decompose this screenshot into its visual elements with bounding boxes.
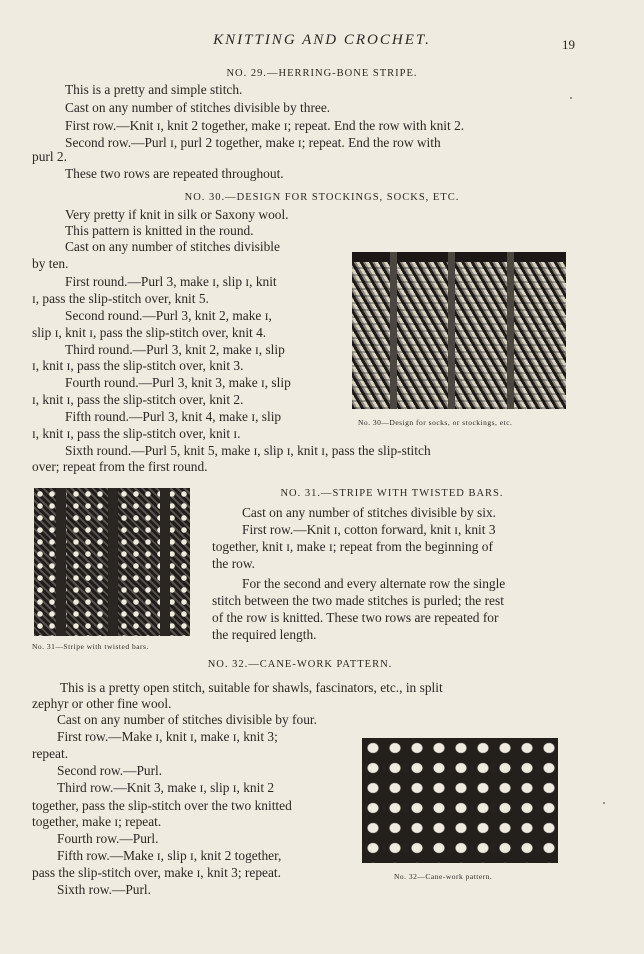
text-line: These two rows are repeated throughout.	[65, 166, 284, 181]
figure-caption-32: No. 32—Cane-work pattern.	[394, 872, 493, 881]
text-line: together, pass the slip-stitch over the two knitted	[32, 798, 292, 813]
paper-speck	[570, 97, 572, 99]
text-line: Cast on any number of stitches divisible by three.	[65, 100, 331, 115]
text-line: over; repeat from the first round.	[32, 459, 208, 474]
text-line: Sixth row.—Purl.	[57, 882, 151, 897]
knitting-illustration-32	[362, 738, 558, 863]
text-line: Second row.—Purl.	[57, 763, 163, 778]
text-line: First round.—Purl 3, make ɪ, slip ɪ, knit	[65, 274, 277, 289]
text-line: Second round.—Purl 3, knit 2, make ɪ,	[65, 308, 272, 323]
text-line: slip ɪ, knit ɪ, pass the slip-stitch over, knit 4.	[32, 325, 267, 340]
text-line: ɪ, knit ɪ, pass the slip-stitch over, knit 2.	[32, 392, 244, 407]
text-line: This is a pretty and simple stitch.	[65, 82, 243, 97]
text-line: zephyr or other fine wool.	[32, 696, 172, 711]
text-line: First row.—Knit ɪ, cotton forward, knit ɪ, knit 3	[242, 522, 496, 537]
section-heading-31: NO. 31.—STRIPE WITH TWISTED BARS.	[280, 488, 504, 499]
text-line: This pattern is knitted in the round.	[65, 223, 254, 238]
text-line: of the row is knitted. These two rows are repeated for	[212, 610, 499, 625]
figure-caption-30: No. 30—Design for socks, or stockings, etc.	[358, 418, 513, 427]
text-line: Very pretty if knit in silk or Saxony wool.	[65, 207, 289, 222]
text-line: by ten.	[32, 256, 69, 271]
text-line: Second row.—Purl ɪ, purl 2 together, make ɪ; repeat. End the row with	[65, 135, 441, 150]
text-line: Sixth round.—Purl 5, knit 5, make ɪ, slip ɪ, knit ɪ, pass the slip-stitch	[65, 443, 431, 458]
text-line: Third row.—Knit 3, make ɪ, slip ɪ, knit 2	[57, 780, 275, 795]
section-heading-30: NO. 30.—DESIGN FOR STOCKINGS, SOCKS, ETC.	[184, 192, 460, 203]
text-line: ɪ, pass the slip-stitch over, knit 5.	[32, 291, 209, 306]
text-line: together, knit ɪ, make ɪ; repeat from the beginning of	[212, 539, 493, 554]
figure-caption-31: No. 31—Stripe with twisted bars.	[32, 642, 149, 651]
knitting-illustration-31	[34, 488, 190, 636]
text-line: together, make ɪ; repeat.	[32, 814, 162, 829]
text-line: Fifth round.—Purl 3, knit 4, make ɪ, slip	[65, 409, 282, 424]
text-line: purl 2.	[32, 149, 67, 164]
section-heading-32: NO. 32.—CANE-WORK PATTERN.	[207, 659, 393, 670]
text-line: the row.	[212, 556, 256, 571]
page-number: 19	[562, 37, 575, 52]
knitting-illustration-30	[352, 252, 566, 409]
text-line: Fourth round.—Purl 3, knit 3, make ɪ, slip	[65, 375, 291, 390]
text-line: Third round.—Purl 3, knit 2, make ɪ, slip	[65, 342, 285, 357]
text-line: For the second and every alternate row the single	[242, 576, 506, 591]
text-line: This is a pretty open stitch, suitable for shawls, fascinators, etc., in split	[60, 680, 443, 695]
running-title: KNITTING AND CROCHET.	[213, 32, 431, 48]
text-line: Fifth row.—Make ɪ, slip ɪ, knit 2 together,	[57, 848, 282, 863]
text-line: First row.—Knit ɪ, knit 2 together, make ɪ; repeat. End the row with knit 2.	[65, 118, 465, 133]
text-line: pass the slip-stitch over, make ɪ, knit 3; repeat.	[32, 865, 281, 880]
section-heading-29: NO. 29.—HERRING-BONE STRIPE.	[226, 68, 418, 79]
text-line: Cast on any number of stitches divisible by four.	[57, 712, 317, 727]
paper-speck	[603, 802, 605, 804]
text-line: First row.—Make ɪ, knit ɪ, make ɪ, knit 3;	[57, 729, 278, 744]
text-line: the required length.	[212, 627, 317, 642]
text-line: ɪ, knit ɪ, pass the slip-stitch over, knit ɪ.	[32, 426, 241, 441]
text-line: Fourth row.—Purl.	[57, 831, 159, 846]
text-line: stitch between the two made stitches is purled; the rest	[212, 593, 504, 608]
text-line: Cast on any number of stitches divisible by six.	[242, 505, 497, 520]
text-line: ɪ, knit ɪ, pass the slip-stitch over, knit 3.	[32, 358, 244, 373]
text-line: repeat.	[32, 746, 69, 761]
text-line: Cast on any number of stitches divisible	[65, 239, 280, 254]
